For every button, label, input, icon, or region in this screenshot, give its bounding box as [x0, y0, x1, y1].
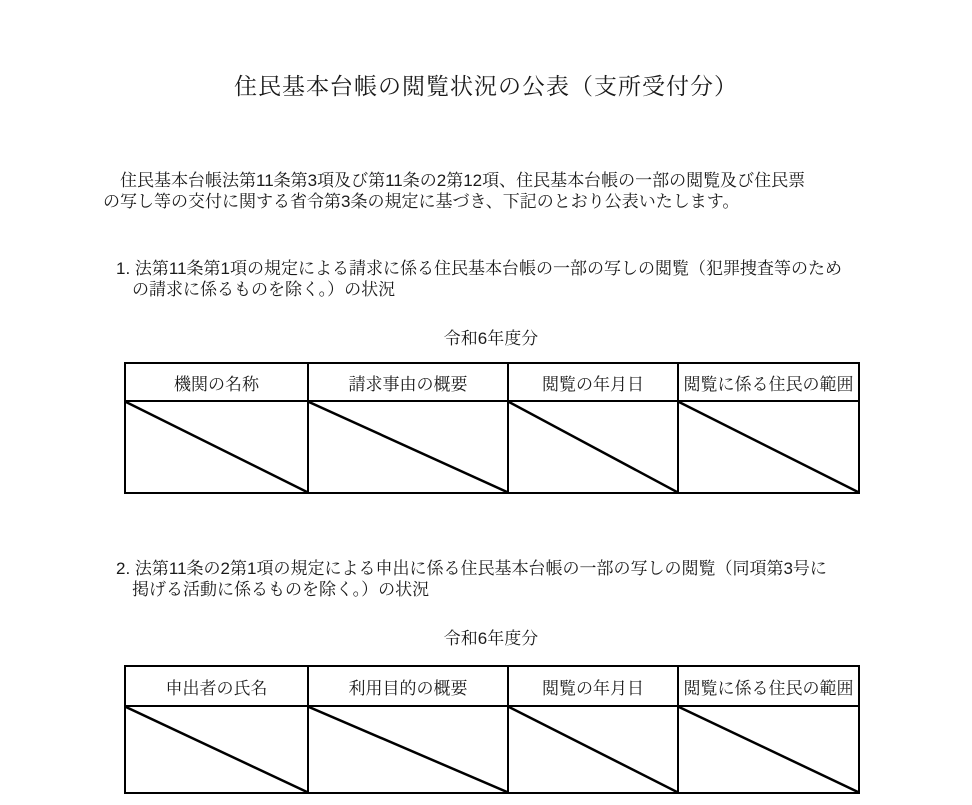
table-2-empty-cell: [125, 706, 308, 793]
viewing-status-table-2: [124, 665, 860, 794]
section-1-heading-line-2: の請求に係るものを除く。）の状況: [132, 280, 396, 299]
table-2-header-row: [125, 666, 859, 706]
table-1-empty-cell: [678, 401, 859, 493]
table-2-empty-cell: [308, 706, 508, 793]
diagonal-slash-icon: [679, 402, 858, 492]
intro-line-1: 住民基本台帳法第11条第3項及び第11条の2第12項、住民基本台帳の一部の閲覧及び住民票: [103, 171, 806, 190]
document-title: 住民基本台帳の閲覧状況の公表（支所受付分）: [234, 73, 738, 99]
table-1-empty-cell: [125, 401, 308, 493]
table-2-empty-cell: [678, 706, 859, 793]
table-2-column-header-applicant-name: 申出者の氏名: [125, 666, 308, 706]
diagonal-slash-icon: [509, 402, 677, 492]
section-1-heading-line-1: 1. 法第11条第1項の規定による請求に係る住民基本台帳の一部の写しの閲覧（犯罪捜査等のため: [116, 259, 843, 278]
table-2-column-header-viewing-date: 閲覧の年月日: [508, 666, 678, 706]
table-1-column-header-resident-scope: 閲覧に係る住民の範囲: [678, 363, 859, 401]
table-1-empty-cell: [308, 401, 508, 493]
diagonal-slash-icon: [509, 707, 677, 792]
section-2-heading: [116, 558, 876, 600]
section-2-heading-line-2: 掲げる活動に係るものを除く。）の状況: [132, 580, 430, 599]
intro-paragraph: [103, 170, 869, 212]
section-2-period-caption: 令和6年度分: [443, 629, 539, 648]
table-1-empty-row: [125, 401, 859, 493]
table-1-empty-cell: [508, 401, 678, 493]
diagonal-slash-icon: [126, 402, 307, 492]
diagonal-slash-icon: [309, 707, 507, 792]
table-1-column-header-organization: 機関の名称: [125, 363, 308, 401]
table-2-column-header-resident-scope: 閲覧に係る住民の範囲: [678, 666, 859, 706]
section-1-period-caption: 令和6年度分: [443, 329, 539, 348]
table-2-empty-cell: [508, 706, 678, 793]
intro-line-2: の写し等の交付に関する省令第3条の規定に基づき、下記のとおり公表いたします。: [103, 192, 740, 211]
viewing-status-table-1: [124, 362, 860, 494]
section-1-heading: [116, 258, 876, 300]
table-2-column-header-purpose: 利用目的の概要: [308, 666, 508, 706]
table-2-empty-row: [125, 706, 859, 793]
table-1-column-header-request-reason: 請求事由の概要: [308, 363, 508, 401]
table-1-header-row: [125, 363, 859, 401]
diagonal-slash-icon: [309, 402, 507, 492]
diagonal-slash-icon: [679, 707, 858, 792]
section-2-heading-line-1: 2. 法第11条の2第1項の規定による申出に係る住民基本台帳の一部の写しの閲覧（同項第3号に: [116, 559, 827, 578]
diagonal-slash-icon: [126, 707, 307, 792]
table-1-column-header-viewing-date: 閲覧の年月日: [508, 363, 678, 401]
